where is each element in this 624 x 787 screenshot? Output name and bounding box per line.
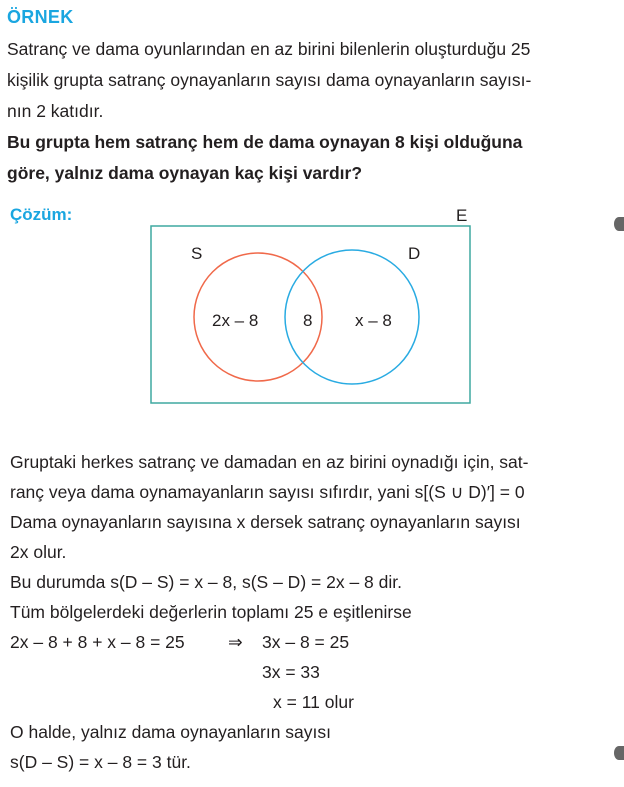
region-intersection: 8 [303,311,313,330]
set-s-label: S [191,244,203,263]
equation-left: 2x – 8 + 8 + x – 8 = 25 [10,632,185,652]
problem-line-3: nın 2 katıdır. [7,101,104,121]
solution-line-6: Tüm bölgelerdeki değerlerin toplamı 25 e eşitlenirse [10,602,412,622]
question-line-2: göre, yalnız dama oynayan kaç kişi vardır? [7,163,363,183]
equation-step-3: x = 11 olur [273,692,354,712]
implies-arrow: ⇒ [228,632,243,652]
margin-marker [614,217,624,231]
region-d-only: x – 8 [355,311,392,330]
solution-line-5: Bu durumda s(D – S) = x – 8, s(S – D) = 2x – 8 dir. [10,572,402,592]
solution-line-3: Dama oynayanların sayısına x dersek satranç oynayanların sayısı [10,512,521,532]
equation-step-2: 3x = 33 [262,662,320,682]
problem-line-2: kişilik grupta satranç oynayanların sayısı dama oynayanların sayısı- [7,70,532,90]
solution-label: Çözüm: [10,205,73,224]
equation-step-1: 3x – 8 = 25 [262,632,350,652]
problem-line-1: Satranç ve dama oyunlarından en az birini bilenlerin oluşturduğu 25 [7,39,531,59]
solution-line-2: ranç veya dama oynamayanların sayısı sıfırdır, yani s[(S ∪ D)′] = 0 [10,482,525,502]
set-d-label: D [408,244,421,263]
margin-marker [614,746,624,760]
solution-line-4: 2x olur. [10,542,67,562]
conclusion-line-2: s(D – S) = x – 8 = 3 tür. [10,752,191,772]
example-heading: ÖRNEK [7,7,74,27]
question-line-1: Bu grupta hem satranç hem de dama oynayan 8 kişi olduğuna [7,132,523,152]
solution-line-1: Gruptaki herkes satranç ve damadan en az birini oynadığı için, sat- [10,452,529,472]
region-s-only: 2x – 8 [212,311,259,330]
conclusion-line-1: O halde, yalnız dama oynayanların sayısı [10,722,332,742]
universe-label: E [456,206,468,225]
